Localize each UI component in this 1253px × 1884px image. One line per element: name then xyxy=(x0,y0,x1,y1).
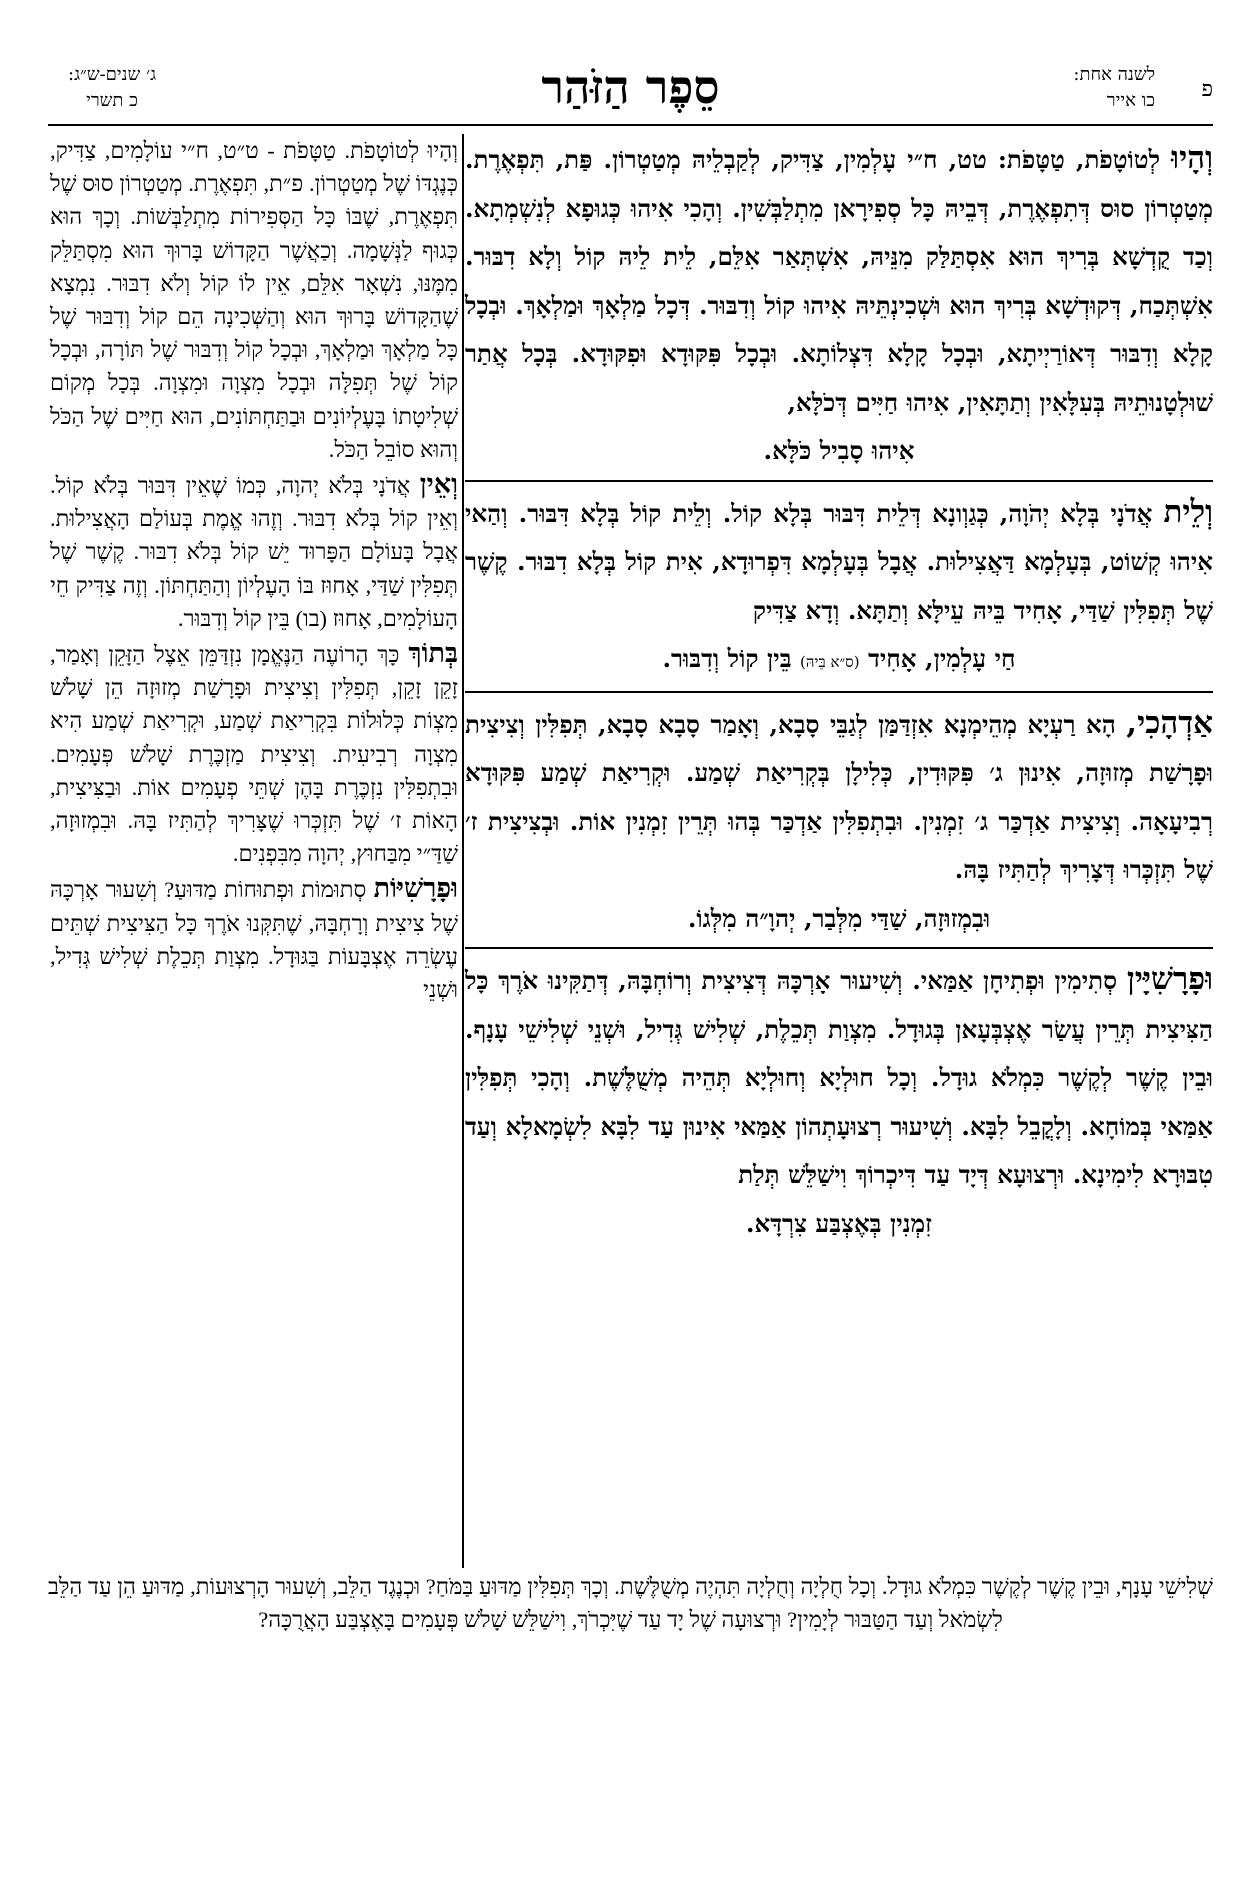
opening-word: וְלֵית xyxy=(1163,493,1213,530)
main-paragraph xyxy=(465,134,1213,476)
paragraph-body xyxy=(465,134,1213,427)
translation-paragraph: וְהָיוּ לְטוֹטָפֹת. טַטָּפֹת - ט״ט, ח״י עוֹלָמִים, צַדִּיק, כְּנֶגְדּוֹ שֶׁל מְטַטְרוֹן. פ״ת, תִּפְאֶרֶת. מְטַטְרוֹן סוּס שֶׁל תִּפְאֶרֶת, שֶׁבּוֹ כָּל הַסְּפִירוֹת מִתְלַבְּשׁוֹת. וְכָךְ הוּא כְּגוּף לַנְּשָׁמָה. וְכַאֲשֶׁר הַקָּדוֹשׁ בָּרוּךְ הוּא מִסְתַּלֵּק מִמֶּנּוּ, נִשְׁאָר אִלֵּם, אֵין לוֹ קוֹל וְלֹא דִבּוּר. נִמְצָא שֶׁהַקָּדוֹשׁ בָּרוּךְ הוּא וְהַשְּׁכִינָה הֵם קוֹל וְדִבּוּר שֶׁל כָּל מַלְאָךְ וּמַלְאָךְ, וּבְכָל קוֹל וְדִבּוּר שֶׁל תּוֹרָה, וּבְכָל קוֹל שֶׁל תְּפִלָּה וּבְכָל מִצְוָה וּמִצְוָה. בְּכָל מְקוֹם שְׁלִיטָתוֹ בָּעֶלְיוֹנִים וּבַתַּחְתּוֹנִים, הוּא חַיִּים שֶׁל הַכֹּל וְהוּא סוֹבֵל הַכֹּל. xyxy=(50,138,458,462)
book-title: סֵפֶר הַזֹּהַר xyxy=(541,60,720,114)
page-header xyxy=(48,58,1213,122)
opening-word: וּפָרָשִׁיּוֹת xyxy=(373,873,458,904)
last-line-text: חַי עָלְמִין, אָחִיד xyxy=(868,644,1016,673)
main-paragraph xyxy=(465,955,1213,1248)
opening-word: וְאֵין xyxy=(419,469,458,500)
translation-column xyxy=(50,134,458,1006)
paragraph-divider xyxy=(465,691,1213,693)
paragraph-text: אֲדֹנָי בְּלָא יְהֹוָה, כְּגַוְונָא דְּלֵית דִּבּוּר בְּלָא קוֹל. וְלֵית קוֹל בְּלָא דִּבּוּר. וְהַאי אִיהוּ קְשׁוֹט, בְּעָלְמָא דַּאֲצִילוּת. אֲבָל בְּעָלְמָא דִּפְרוּדָא, אִית קוֹל בְּלָא דִבּוּר. קֶשֶׁר שֶׁל תְּפִלִּין שַׁדַּי, אָחִיד בֵּיהּ עֵילָּא וְתַתָּא. וְדָא צַדִּיק xyxy=(465,498,1213,625)
opening-word: וּפָרָשִׁיָּין xyxy=(1126,961,1214,997)
paragraph-divider xyxy=(465,480,1213,482)
opening-word: אַדְהָכִי, xyxy=(1126,704,1214,741)
paragraph-body xyxy=(465,488,1213,636)
paragraph-last-line: זִמְנִין בְּאֶצְבַּע צִרְדָּא. xyxy=(745,1208,932,1238)
translation-text: כָּךְ הָרוֹעֶה הַנֶּאֱמָן נִזְדַּמֵּן אֵצֶל הַזָּקֵן וְאָמַר, זָקֵן זָקֵן, תְּפִלִּין וְצִיצִית וּפָרָשַׁת מְזוּזָה הֵן שָׁלֹשׁ מִצְוֹת כְּלוּלוֹת בִּקְרִיאַת שְׁמַע, וּקְרִיאַת שְׁמַע הִיא מִצְוָה רְבִיעִית. וְצִיצִית מַזְכֶּרֶת שָׁלֹשׁ פְּעָמִים. וּבִתְפִלִּין נִזְכֶּרֶת בָּהֶן שְׁתֵּי פְעָמִים אוֹת. וּבַצִּיצִית, הָאוֹת ז׳ שֶׁל תִּזְכְּרוּ שֶׁצָּרִיךְ לְהַתִּיז בָּהּ. וּבִמְזוּזָה, שַׁדַּ״י מִבַּחוּץ, יְהוָה מִבִּפְנִים. xyxy=(50,642,458,867)
header-rule xyxy=(48,124,1213,126)
paragraph-text: סְתִימִין וּפְתִיחָן אַמַּאי. וְשִׁיעוּר אָרְכָּהּ דְּצִיצִית וְרוֹחְבָּהּ, דְּתַקִּינוּ אֹרֶךְ כָּל הַצִּיצִית תְּרֵין עֲשַׂר אֶצְבְּעָאן בְּגוּדָל. מִצְוַת תְּכֵלֶת, שְׁלִישׁ גְּדִיל, וּשְׁנֵי שְׁלִישֵׁי עָנָף. וּבֵין קֶשֶׁר לְקֶשֶׁר כִּמְלֹא גוּדָל. וְכָל חוּלְיָא וְחוּלְיָא תְּהֵיה מְשֻׁלֶּשֶׁת. וְהָכִי תְּפִלִּין אַמַּאי בְּמוֹחָא. וְלָקֳבֵל לִבָּא. וְשִׁיעוּר רְצוּעָתְהוֹן אַמַּאי אִינוּן עַד לִבָּא לִשְׂמָאלָא וְעַד טִבּוּרָא לִימִינָא. וּרְצוּעָא דְּיָד עַד דִּיכְרוֹךְ וִישַׁלֵּשׁ תְּלַת xyxy=(465,966,1213,1189)
main-text-column xyxy=(465,134,1213,1248)
header-left-bottom: כ תשרי xyxy=(86,90,138,111)
translation-paragraph xyxy=(50,468,458,635)
last-line-text: בֵּין קוֹל וְדִבּוּר. xyxy=(662,644,792,673)
translation-text: אֲדֹנָי בְּלֹא יְהוָה, כְּמוֹ שֶׁאֵין דִּבּוּר בְּלֹא קוֹל. וְאֵין קוֹל בְּלֹא דִבּוּר. וְזֶהוּ אֱמֶת בְּעוֹלַם הָאֲצִילוּת. אֲבָל בָּעוֹלָם הַפָּרוּד יֵשׁ קוֹל בְּלֹא דִבּוּר. קֶשֶׁר שֶׁל תְּפִלִּין שַׁדַּי, אָחוּז בּוֹ הָעֶלְיוֹן וְהַתַּחְתּוֹן. וְזֶה צַדִּיק חֵי הָעוֹלָמִים, אָחוּז (בו) בֵּין קוֹל וְדִבּוּר. xyxy=(50,473,458,631)
header-left-top: ג׳ שנים-ש״ג: xyxy=(68,64,157,85)
paragraph-text: הָא רַעְיָא מְהֵימְנָא אִזְדַּמַּן לְגַבֵּי סָבָא, וְאָמַר סָבָא סָבָא, תְּפִלִּין וְצִיצִית וּפָרָשַׁת מְזוּזָה, אִינוּן ג׳ פִּקּוּדִין, כְּלִילָן בְּקְרִיאַת שְׁמַע. וּקְרִיאַת שְׁמַע פִּקּוּדָא רְבִיעָאָה. וְצִיצִית אַדְכַּר ג׳ זִמְנִין. וּבִתְפִלִּין אַדְכַּר בְּהוּ תְּרֵין זִמְנִין אוֹת. וּבְצִיצִית ז׳ שֶׁל תִּזְכְּרוּ דְּצָרִיךְ לְהַתִּיז בָּהּ. xyxy=(465,709,1213,884)
header-right-top: לשנה אחת: xyxy=(1073,64,1155,85)
paragraph-last-line: אִיהוּ סָבִיל כֹּלָּא. xyxy=(763,436,915,465)
paragraph-body xyxy=(465,955,1213,1200)
translation-paragraph xyxy=(50,637,458,870)
main-paragraph xyxy=(465,699,1213,944)
translation-continuation: שְׁלִישֵׁי עָנָף, וּבֵין קֶשֶׁר לְקֶשֶׁר כִּמְלֹא גוּדָל. וְכָל חֻלְיָה וְחֻלְיָה תִּהְיֶה מְשֻׁלֶּשֶׁת. וְכָךְ תְּפִלִּין מַדּוּעַ בַּמֹּחַ? וּכְנֶגֶד הַלֵּב, וְשִׁעוּר הָרְצוּעוֹת, מַדּוּעַ הֵן עַד הַלֵּב לִשְׂמֹאל וְעַד הַטַּבּוּר לְיָמִין? וּרְצוּעָה שֶׁל יָד עַד שֶׁיִּכְרֹךְ, וִישַׁלֵּשׁ שָׁלֹשׁ פְּעָמִים בָּאֶצְבַּע הָאֲרֻכָּה? xyxy=(48,1574,1213,1632)
paragraph-body xyxy=(465,699,1213,895)
paragraph-text: לְטוֹטָפֹת, טַטָּפֹת: טט, ח״י עָלְמִין, צַדִּיק, לְקַבְלֵיהּ מְטַטְרוֹן. פַּת, תִּפְאֶרֶת. מְטַטְרוֹן סוּס דְּתִפְאֶרֶת, דְּבֵיהּ כָּל סְפִירָאן מִתְלַבְּשִׁין. וְהָכִי אִיהוּ כְּגוּפָא לְנִשְׁמְתָא. וְכַד קֻדְשָׁא בְּרִיךְ הוּא אִסְתַּלַּק מִנֵּיהּ, אִשְׁתְּאַר אִלֵּם, לֵית לֵיהּ קוֹל וְלָא דִבּוּר. אִשְׁתְּכַח, דְּקוּדְשָׁא בְּרִיךְ הוּא וּשְׁכִינְתֵּיהּ אִיהוּ קוֹל וְדִבּוּר. דְּכָל מַלְאָךְ וּמַלְאָךְ. וּבְכָל קָלָא וְדִבּוּר דְּאוֹרַיְיתָא, וּבְכָל קָלָא דִּצְלוֹתָא. וּבְכָל פִּקּוּדָא וּפִקּוּדָא. בְּכָל אֲתַר שׁוּלְטָנוּתֵיהּ בְּעִלָּאִין וְתַתָּאִין, אִיהוּ חַיִּים דְּכֹלָּא, xyxy=(465,145,1213,417)
header-left-dates xyxy=(68,62,156,114)
opening-word: וְהָיוּ xyxy=(1171,140,1213,176)
main-paragraph xyxy=(465,488,1213,687)
paragraph-last-line xyxy=(465,635,1213,687)
variant-note: (ס״א בֵּיהּ) xyxy=(800,653,860,671)
paragraph-last-line: וּבִמְזוּזָה, שַׁדַּי מִלְּבַר, יְהוָ״ה מִלְּגוֹ. xyxy=(687,903,991,933)
translation-text: סְתוּמוֹת וּפְתוּחוֹת מַדּוּעַ? וְשִׁעוּר אָרְכָּהּ שֶׁל צִיצִית וְרָחְבָּהּ, שֶׁתִּקְּנוּ אֹרֶךְ כָּל הַצִּיצִית שְׁתֵּים עֶשְׂרֵה אֶצְבָּעוֹת בַּגּוּדָל. מִצְוַת תְּכֵלֶת שְׁלִישׁ גְּדִיל, וּשְׁנֵי xyxy=(50,877,458,1003)
opening-word: בְּתוֹךְ xyxy=(408,638,459,669)
column-divider xyxy=(462,134,464,1568)
paragraph-divider xyxy=(465,947,1213,949)
translation-paragraph xyxy=(50,872,458,1006)
page-letter: פ xyxy=(1201,77,1213,102)
header-right-bottom: כו אייר xyxy=(1106,90,1155,111)
